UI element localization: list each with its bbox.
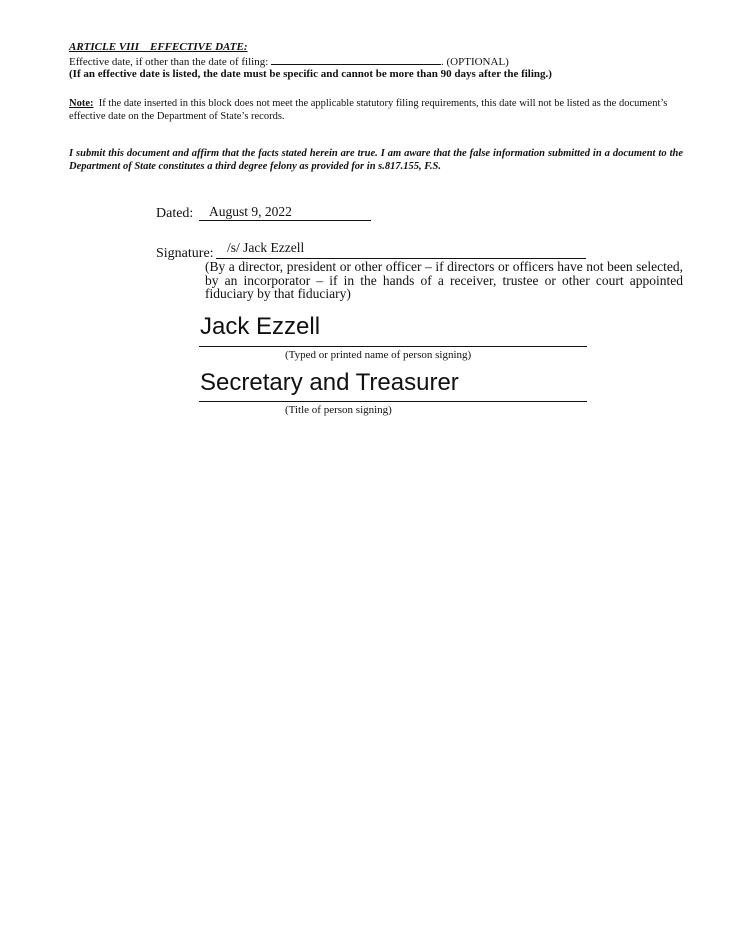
note-text: If the date inserted in this block does not meet the applicable statutory filing requirements, this date will not be listed as the document’s effective date on the Department of State’s records.: [69, 98, 668, 122]
signature-note: (By a director, president or other officer – if directors or officers have not been selected, by an incorporator – if in the hands of a receiver, trustee or other court appointed fiduciary by that fiduciary): [205, 259, 683, 301]
dated-label: Dated:: [156, 206, 194, 221]
affirmation-statement: I submit this document and affirm that the facts stated herein are true. I am aware that the false information submitted in a document to the Department of State constitutes a third degree felony as provided for in s.817.155, F.S.: [69, 148, 683, 172]
article-title: ARTICLE VIII EFFECTIVE DATE:: [69, 41, 248, 53]
printed-name-caption: (Typed or printed name of person signing): [285, 349, 472, 361]
note-label: Note:: [69, 98, 94, 109]
signer-title: Secretary and Treasurer: [200, 369, 459, 396]
effective-date-blank: [271, 54, 441, 65]
effective-date-line: [69, 54, 509, 68]
dated-value: August 9, 2022: [209, 204, 292, 219]
note-paragraph: [69, 97, 689, 123]
signature-label: Signature:: [156, 246, 214, 261]
signer-title-underline: [199, 401, 587, 402]
effective-date-prefix: Effective date, if other than the date of filing:: [69, 56, 271, 68]
dated-underline: [199, 220, 371, 221]
signature-value: /s/ Jack Ezzell: [227, 240, 305, 255]
signer-title-caption: (Title of person signing): [285, 404, 392, 416]
printed-name-underline: [199, 346, 587, 347]
printed-name: Jack Ezzell: [200, 313, 321, 340]
effective-date-instruction: (If an effective date is listed, the date must be specific and cannot be more than 90 days after the filing.): [69, 68, 552, 80]
effective-date-suffix: . (OPTIONAL): [441, 56, 509, 68]
